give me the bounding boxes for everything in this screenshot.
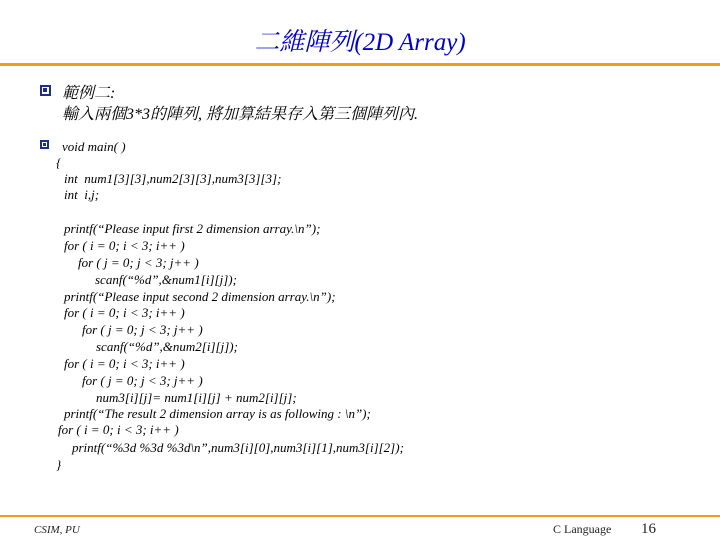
code-line: printf(“Please input second 2 dimension array.\n”); (64, 289, 336, 304)
code-line: num3[i][j]= num1[i][j] + num2[i][j]; (96, 390, 297, 405)
slide-title: 二維陣列(2D Array) (254, 29, 466, 56)
code-line: { (56, 155, 62, 170)
footer-course-name: C Language (553, 522, 612, 536)
code-line: for ( i = 0; i < 3; i++ ) (64, 238, 185, 253)
code-line: printf(“The result 2 dimension array is as following : \n”); (64, 406, 371, 421)
footer-institution: CSIM, PU (34, 524, 80, 536)
page-number: 16 (641, 521, 656, 537)
code-line: for ( j = 0; j < 3; j++ ) (78, 255, 199, 270)
code-line: for ( i = 0; i < 3; i++ ) (64, 356, 185, 371)
code-line: int i,j; (64, 187, 100, 202)
code-line: for ( j = 0; j < 3; j++ ) (82, 322, 203, 337)
title-divider (0, 63, 720, 66)
code-line: } (56, 457, 62, 472)
code-line: printf(“Please input first 2 dimension array.\n”); (64, 221, 321, 236)
example-description: 輸入兩個3*3的陣列, 將加算結果存入第三個陣列內. (62, 106, 419, 123)
code-line: void main( ) (62, 139, 126, 154)
footer-divider (0, 515, 720, 517)
square-bullet-icon (40, 85, 51, 96)
code-line: printf(“%3d %3d %3d\n”,num3[i][0],num3[i][1],num3[i][2]); (72, 440, 404, 455)
code-line: scanf(“%d”,&num2[i][j]); (96, 339, 238, 354)
example-heading: 範例二: (62, 85, 116, 102)
code-line: for ( j = 0; j < 3; j++ ) (82, 373, 203, 388)
code-line: scanf(“%d”,&num1[i][j]); (95, 272, 237, 287)
square-bullet-icon (40, 140, 49, 149)
code-line: for ( i = 0; i < 3; i++ ) (64, 305, 185, 320)
code-line: int num1[3][3],num2[3][3],num3[3][3]; (64, 171, 282, 186)
code-line: for ( i = 0; i < 3; i++ ) (58, 422, 179, 437)
